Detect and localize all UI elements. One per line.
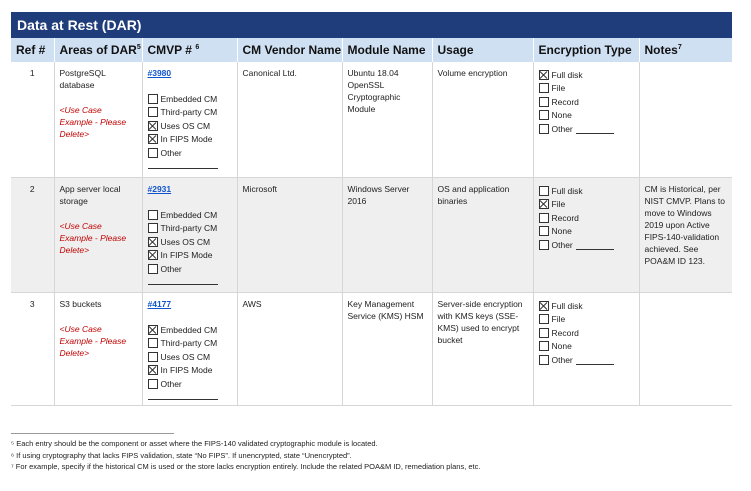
footnote-7: ⁷ For example, specify if the historical CM is used or the store lacks encryption entirely. Include the related POA&M ID, remediation plans, etc. bbox=[11, 462, 481, 471]
checkbox-icon[interactable] bbox=[148, 264, 158, 274]
checked-box-icon[interactable] bbox=[539, 70, 549, 80]
encryption-cell bbox=[533, 178, 639, 293]
checkbox-icon[interactable] bbox=[148, 107, 158, 117]
checkbox-icon[interactable] bbox=[148, 148, 158, 158]
header-ref: Ref # bbox=[11, 38, 54, 62]
footnotes bbox=[11, 438, 480, 473]
module-name: Key Management Service (KMS) HSM bbox=[347, 299, 424, 321]
checkbox-icon[interactable] bbox=[148, 223, 158, 233]
cmvp-option bbox=[148, 364, 232, 378]
usage-cell bbox=[432, 62, 533, 178]
cmvp-option bbox=[148, 377, 232, 391]
cmvp-cell bbox=[142, 62, 237, 178]
encryption-option-label: Other bbox=[551, 123, 573, 134]
area-name: S3 buckets bbox=[59, 299, 102, 309]
table-row bbox=[11, 293, 732, 406]
cmvp-option bbox=[148, 235, 232, 249]
encryption-option-label: Full disk bbox=[551, 300, 583, 311]
usage-text: OS and application binaries bbox=[437, 184, 510, 206]
ref-cell bbox=[11, 178, 54, 293]
checkbox-icon[interactable] bbox=[539, 328, 549, 338]
encryption-option-label: Full disk bbox=[551, 185, 583, 196]
checkbox-icon[interactable] bbox=[539, 240, 549, 250]
other-blank-line bbox=[148, 284, 218, 285]
checked-box-icon[interactable] bbox=[539, 301, 549, 311]
cmvp-option-label: In FIPS Mode bbox=[160, 365, 213, 376]
encryption-option-label: Record bbox=[551, 96, 579, 107]
area-name: App server local storage bbox=[59, 184, 121, 206]
vendor-cell bbox=[237, 293, 342, 406]
encryption-option-label: Other bbox=[551, 354, 573, 365]
table-row bbox=[11, 62, 732, 178]
cmvp-option-label: Other bbox=[160, 378, 182, 389]
checkbox-icon[interactable] bbox=[539, 97, 549, 107]
encryption-option bbox=[539, 109, 634, 123]
cmvp-option bbox=[148, 133, 232, 147]
cmvp-option-label: Third-party CM bbox=[160, 338, 218, 349]
encryption-option-label: Record bbox=[551, 212, 579, 223]
cmvp-option-label: Uses OS CM bbox=[160, 236, 211, 247]
header-module: Module Name bbox=[342, 38, 432, 62]
encryption-option-label: None bbox=[551, 110, 572, 121]
checkbox-icon[interactable] bbox=[539, 314, 549, 324]
header-cmvp: CMVP # $^6$ bbox=[142, 38, 237, 62]
encryption-option-label: Other bbox=[551, 239, 573, 250]
checkbox-icon[interactable] bbox=[539, 213, 549, 223]
usage-text: Volume encryption bbox=[437, 68, 508, 78]
area-cell bbox=[54, 293, 142, 406]
usage-cell bbox=[432, 178, 533, 293]
header-usage: Usage bbox=[432, 38, 533, 62]
table-row bbox=[11, 178, 732, 293]
cmvp-option-label: In FIPS Mode bbox=[160, 134, 213, 145]
area-cell bbox=[54, 62, 142, 178]
notes-text: CM is Historical, per NIST CMVP. Plans to move to Windows 2019 upon Active FIPS-140-validation achieved. See POA&M ID 123. bbox=[644, 184, 725, 266]
vendor-cell bbox=[237, 62, 342, 178]
area-name: PostgreSQL database bbox=[59, 68, 106, 90]
use-case-example: <Use Case Example - Please Delete> bbox=[59, 324, 127, 358]
cmvp-option bbox=[148, 262, 232, 276]
notes-cell bbox=[639, 62, 732, 178]
vendor-name: AWS bbox=[242, 299, 262, 309]
module-name: Windows Server 2016 bbox=[347, 184, 410, 206]
cmvp-option bbox=[148, 92, 232, 106]
other-blank-line bbox=[576, 240, 614, 250]
checked-box-icon[interactable] bbox=[148, 237, 158, 247]
checked-box-icon[interactable] bbox=[148, 250, 158, 260]
encryption-option bbox=[539, 340, 634, 354]
use-case-example: <Use Case Example - Please Delete> bbox=[59, 221, 127, 255]
checkbox-icon[interactable] bbox=[148, 379, 158, 389]
header-notes: Notes$^7$ bbox=[639, 38, 732, 62]
cmvp-link[interactable]: #4177 bbox=[147, 299, 172, 309]
usage-text: Server-side encryption with KMS keys (SSE-KMS) used to encrypt bucket bbox=[437, 299, 523, 345]
use-case-example: <Use Case Example - Please Delete> bbox=[59, 105, 127, 139]
dar-table bbox=[11, 38, 732, 406]
cmvp-option-label: Third-party CM bbox=[160, 107, 218, 118]
cmvp-option-label: Embedded CM bbox=[160, 209, 218, 220]
encryption-option-label: Full disk bbox=[551, 69, 583, 80]
cmvp-cell bbox=[142, 178, 237, 293]
encryption-option-label: File bbox=[551, 199, 566, 210]
encryption-option-label: File bbox=[551, 314, 566, 325]
cmvp-option-label: Other bbox=[160, 263, 182, 274]
checkbox-icon[interactable] bbox=[539, 226, 549, 236]
other-blank-line bbox=[576, 355, 614, 365]
encryption-option bbox=[539, 326, 634, 340]
encryption-option-label: Record bbox=[551, 327, 579, 338]
encryption-option bbox=[539, 184, 634, 198]
other-blank-line bbox=[576, 124, 614, 134]
encryption-option bbox=[539, 82, 634, 96]
cmvp-option-label: Uses OS CM bbox=[160, 120, 211, 131]
module-cell bbox=[342, 62, 432, 178]
table-title: Data at Rest (DAR) bbox=[11, 12, 732, 38]
ref-number: 2 bbox=[29, 184, 35, 194]
usage-cell bbox=[432, 293, 533, 406]
ref-number: 3 bbox=[29, 299, 35, 309]
checked-box-icon[interactable] bbox=[148, 325, 158, 335]
cmvp-option-label: Embedded CM bbox=[160, 93, 218, 104]
header-encryption: Encryption Type bbox=[533, 38, 639, 62]
cmvp-option bbox=[148, 350, 232, 364]
encryption-option bbox=[539, 95, 634, 109]
header-vendor: CM Vendor Name bbox=[237, 38, 342, 62]
vendor-name: Microsoft bbox=[242, 184, 277, 194]
cmvp-option bbox=[148, 106, 232, 120]
checkbox-icon[interactable] bbox=[148, 210, 158, 220]
checkbox-icon[interactable] bbox=[539, 341, 549, 351]
encryption-option bbox=[539, 68, 634, 82]
encryption-option bbox=[539, 198, 634, 212]
encryption-option bbox=[539, 313, 634, 327]
cmvp-option bbox=[148, 208, 232, 222]
encryption-option bbox=[539, 211, 634, 225]
footnote-5: ⁵ Each entry should be the component or asset where the FIPS-140 validated cryptographic module is located. bbox=[11, 439, 378, 448]
ref-cell bbox=[11, 293, 54, 406]
checkbox-icon[interactable] bbox=[539, 110, 549, 120]
checkbox-icon[interactable] bbox=[539, 355, 549, 365]
cmvp-option bbox=[148, 146, 232, 160]
encryption-option bbox=[539, 299, 634, 313]
module-name: Ubuntu 18.04 OpenSSL Cryptographic Module bbox=[347, 68, 401, 114]
notes-cell bbox=[639, 293, 732, 406]
header-areas: Areas of DAR$^5$ bbox=[54, 38, 142, 62]
encryption-cell bbox=[533, 293, 639, 406]
checkbox-icon[interactable] bbox=[539, 124, 549, 134]
cmvp-option bbox=[148, 222, 232, 236]
checked-box-icon[interactable] bbox=[539, 199, 549, 209]
encryption-option bbox=[539, 353, 634, 367]
module-cell bbox=[342, 178, 432, 293]
footnote-divider bbox=[11, 433, 174, 434]
area-cell bbox=[54, 178, 142, 293]
module-cell bbox=[342, 293, 432, 406]
encryption-option bbox=[539, 225, 634, 239]
checked-box-icon[interactable] bbox=[148, 134, 158, 144]
cmvp-option bbox=[148, 337, 232, 351]
cmvp-link[interactable]: #2931 bbox=[147, 184, 172, 194]
encryption-option bbox=[539, 122, 634, 136]
checkbox-icon[interactable] bbox=[148, 338, 158, 348]
other-blank-line bbox=[148, 168, 218, 169]
footnote-6: ⁶ If using cryptography that lacks FIPS validation, state “No FIPS”. If unencrypted, state “Unencrypted”. bbox=[11, 450, 352, 460]
notes-cell bbox=[639, 178, 732, 293]
checked-box-icon[interactable] bbox=[148, 365, 158, 375]
dar-table-container bbox=[11, 12, 732, 406]
cmvp-option-label: Embedded CM bbox=[160, 324, 218, 335]
encryption-cell bbox=[533, 62, 639, 178]
cmvp-option bbox=[148, 249, 232, 263]
checked-box-icon[interactable] bbox=[148, 121, 158, 131]
cmvp-option bbox=[148, 323, 232, 337]
vendor-cell bbox=[237, 178, 342, 293]
ref-cell bbox=[11, 62, 54, 178]
encryption-option-label: File bbox=[551, 83, 566, 94]
cmvp-option-label: Third-party CM bbox=[160, 223, 218, 234]
encryption-option-label: None bbox=[551, 226, 572, 237]
cmvp-cell bbox=[142, 293, 237, 406]
checkbox-icon[interactable] bbox=[148, 94, 158, 104]
cmvp-link[interactable]: #3980 bbox=[147, 68, 172, 78]
other-blank-line bbox=[148, 399, 218, 400]
cmvp-option-label: Uses OS CM bbox=[160, 351, 211, 362]
vendor-name: Canonical Ltd. bbox=[242, 68, 297, 78]
encryption-option-label: None bbox=[551, 341, 572, 352]
cmvp-option bbox=[148, 119, 232, 133]
checkbox-icon[interactable] bbox=[148, 352, 158, 362]
cmvp-option-label: In FIPS Mode bbox=[160, 250, 213, 261]
ref-number: 1 bbox=[29, 68, 35, 78]
checkbox-icon[interactable] bbox=[539, 83, 549, 93]
header-row bbox=[11, 38, 732, 62]
cmvp-option-label: Other bbox=[160, 147, 182, 158]
checkbox-icon[interactable] bbox=[539, 186, 549, 196]
encryption-option bbox=[539, 238, 634, 252]
